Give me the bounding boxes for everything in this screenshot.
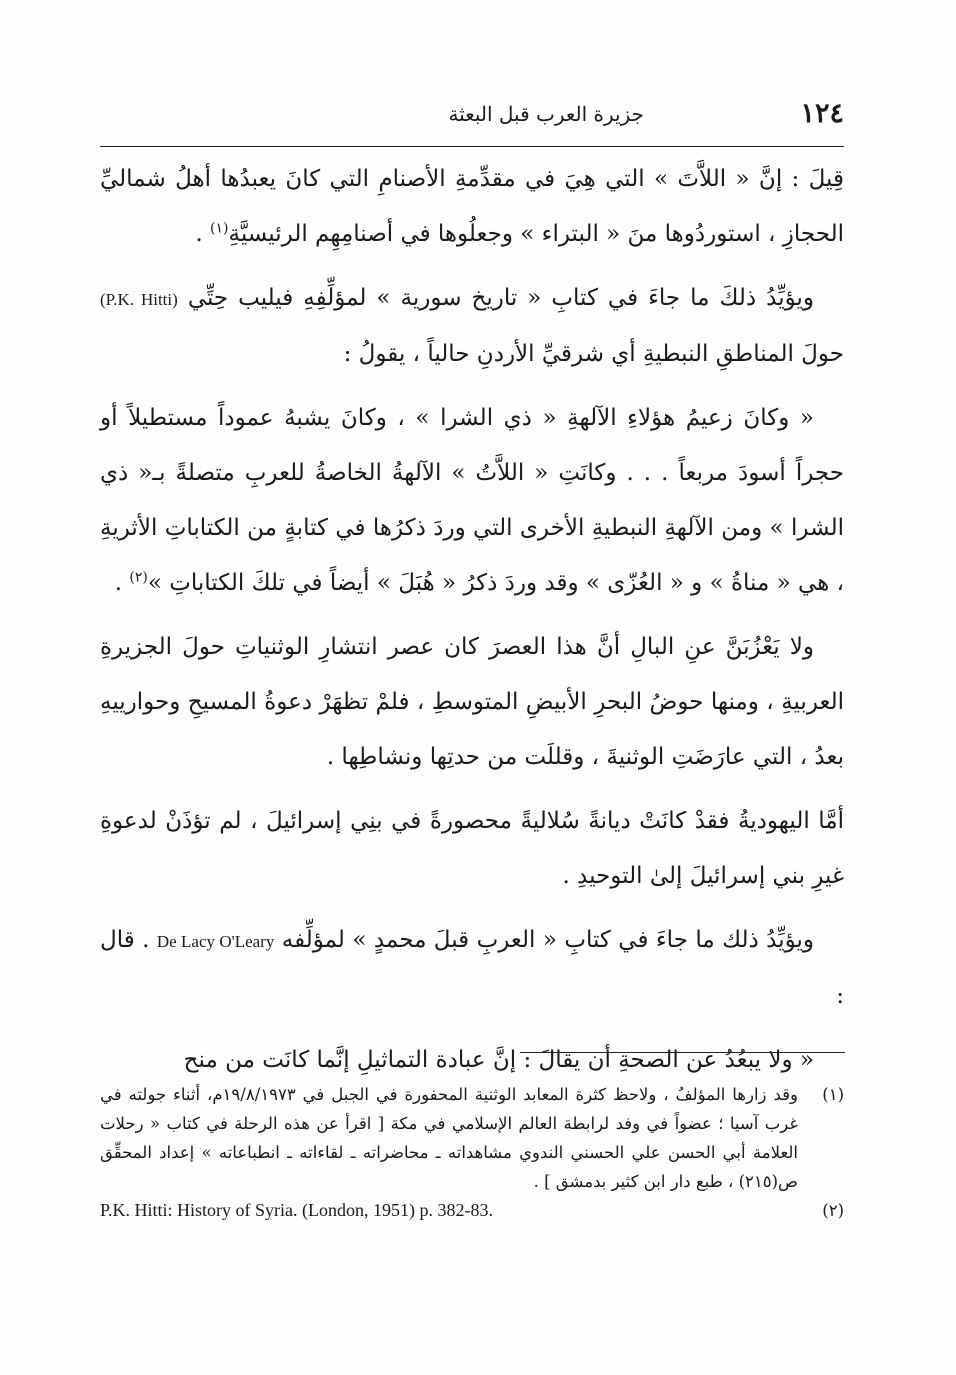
paragraph-text: ولا يَعْزُبَنَّ عنِ البالِ أنَّ هذا العصرَ كان عصر انتشارِ الوثنياتِ حولَ الجزيرةِ العربيةِ ، ومنها حوضُ البحرِ الأبيضِ المتوسطِ ، فلمْ تظهَرْ دعوةُ المسيحِ وحوارييهِ بعدُ ، التي عارَضَتِ الوثنيةَ ، وقللَت من حدتِها ونشاطِها . [100,634,844,770]
paragraph-text: ويؤيِّدُ ذلك ما جاءَ في كتابِ « العربِ قبلَ محمدٍ » لمؤلِّفه [281,927,814,953]
paragraph-text: « ولا يبعُدُ عن الصحةِ أن يقالَ : إنَّ عبادة التماثيلِ إنَّما كانَت من منح [183,1047,814,1073]
paragraph-rest: حولَ المناطقِ النبطيةِ أي شرقيِّ الأردنِ حالياً ، يقولُ : [343,341,844,367]
paragraph-end: . [114,570,130,596]
header-rule [100,146,844,147]
paragraph-text: أمَّا اليهوديةُ فقدْ كانَتْ ديانةً سُلاليةً محصورةً في بنِي إسرائيلَ ، لم تؤذَنْ لدعوةِ غيرِ بني إسرائيلَ إلىٰ التوحيدِ . [100,808,844,889]
latin-name-oleary: De Lacy O'Leary [156,932,275,951]
footnote-number: (٢) [822,1201,844,1220]
running-title: جزيرة العرب قبل البعثة [448,102,644,126]
main-text [100,152,844,1097]
latin-name-hitti: (P.K. Hitti) [100,290,178,309]
paragraph-rest: . قال : [100,927,844,1009]
footnote-ref-2: (٢) [129,569,148,586]
paragraph-4 [100,620,844,785]
footnote-number: (١) [822,1085,844,1104]
paragraph-end: . [195,221,211,247]
paragraph-2 [100,271,844,382]
paragraph-1 [100,152,844,262]
paragraph-5 [100,794,844,904]
footnote-rule [520,1052,845,1053]
paragraph-text: ويؤيِّدُ ذلكَ ما جاءَ في كتابِ « تاريخ سورية » لمؤلِّفِهِ فيليب حِتِّي [187,285,815,311]
page-number: ١٢٤ [800,98,844,129]
footnote-2 [100,1196,844,1225]
footnotes [100,1080,844,1225]
footnote-text: P.K. Hitti: History of Syria. (London, 1951) p. 382-83. [100,1200,493,1220]
paragraph-text: قِيلَ : إنَّ « اللاَّتَ » التي هِيَ في مقدِّمةِ الأصنامِ التي كانَ يعبدُها أهلُ شماليِّ الحجازِ ، استوردُوها منَ « البتراء » وجعلُوها في أصنامِهِم الرئيسيَّةِ [100,166,844,247]
paragraph-quote-1 [100,391,844,611]
footnote-1 [100,1080,844,1196]
footnote-ref-1: (١) [210,220,229,237]
footnote-text: وقد زارها المؤلفُ ، ولاحظ كثرة المعابد الوثنية المحفورة في الجبل في ١٩/٨/١٩٧٣م، أثناء جولته في غرب آسيا ؛ عضواً في وفد لرابطة العالم الإسلامي في مكة [ اقرأ عن هذه الرحلة في كتاب « رحلات العلامة أبي الحسن علي الحسني الندوي مشاهداته ـ محاضراته ـ لقاءاته ـ انطباعاته » إعداد المحقِّق ص(٢١٥) ، طبع دار ابن كثير بدمشق ] . [100,1085,798,1191]
paragraph-text: « وكانَ زعيمُ هؤلاءِ الآلهةِ « ذي الشرا » ، وكانَ يشبهُ عموداً مستطيلاً أو حجراً أسودَ مربعاً . . . وكانَتِ « اللاَّتُ » الآلهةُ الخاصةُ للعربِ متصلةً بـ« ذي الشرا » ومن الآلهةِ النبطيةِ الأخرى التي وردَ ذكرُها في كتابةٍ من الكتاباتِ الأثريةِ ، هي « مناةُ » و « العُزّى » وقد وردَ ذكرُ « هُبَلَ » أيضاً في تلكَ الكتاباتِ » [100,405,844,596]
page-header [100,96,844,136]
paragraph-6 [100,913,844,1024]
